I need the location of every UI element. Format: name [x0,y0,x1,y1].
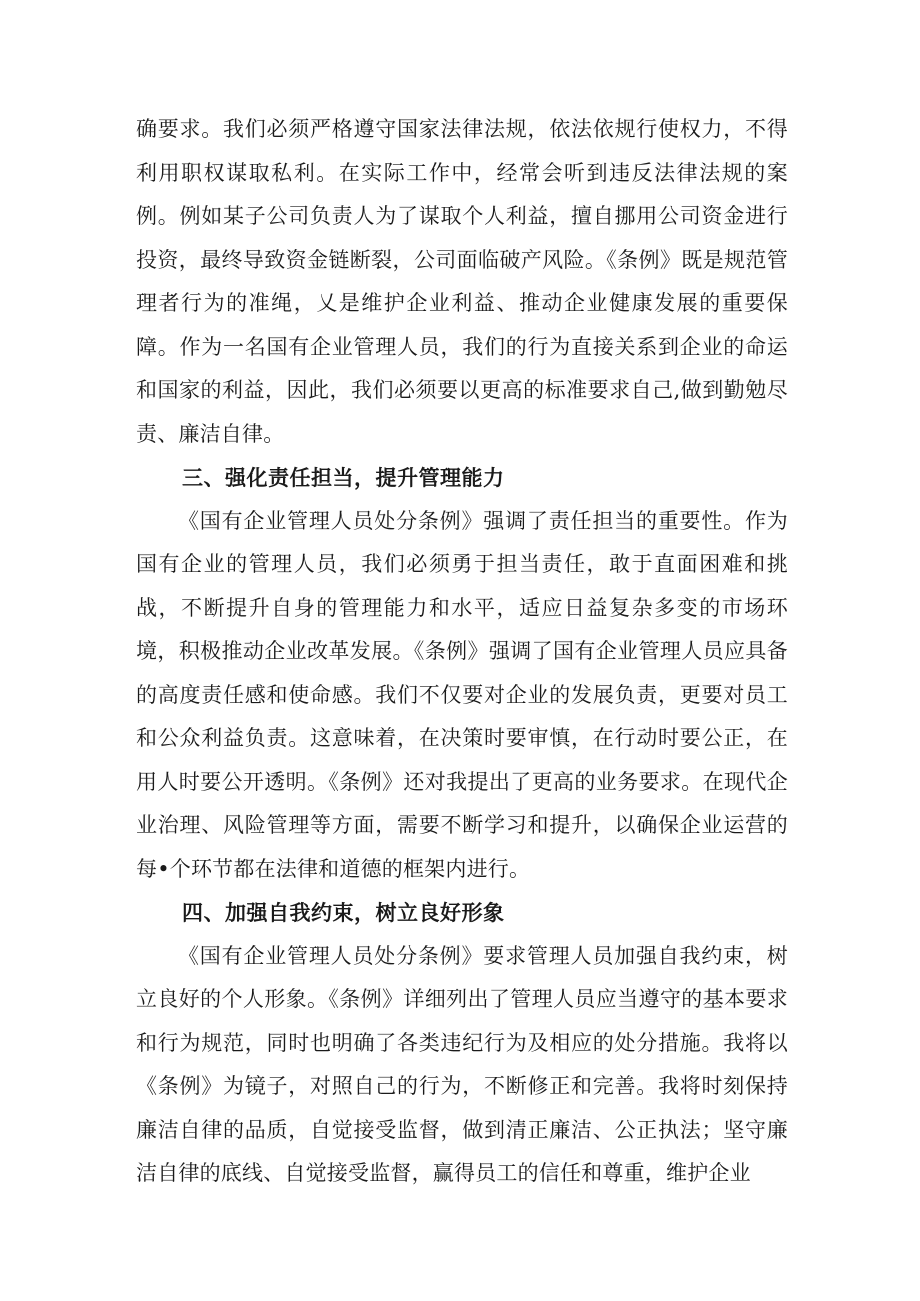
document-body [136,108,788,1196]
body-paragraph-3: 《国有企业管理人员处分条例》要求管理人员加强自我约束，树立良好的个人形象。《条例》详细列出了管理人员应当遵守的基本要求和行为规范，同时也明确了各类违纪行为及相应的处分措施。我将以《条例》为镜子，对照自己的行为，不断修正和完善。我将时刻保持廉洁自律的品质，自觉接受监督，做到清正廉洁、公正执法；坚守廉洁自律的底线、自觉接受监督，赢得员工的信任和尊重，维护企业 [136,943,788,1185]
body-paragraph-2: 《国有企业管理人员处分条例》强调了责任担当的重要性。作为国有企业的管理人员，我们必须勇于担当责任，敢于直面困难和挑战，不断提升自身的管理能力和水平，适应日益复杂多变的市场环境，积极推动企业改革发展。《条例》强调了国有企业管理人员应具备的高度责任感和使命感。我们不仅要对企业的发展负责，更要对员工和公众利益负责。这意味着，在决策时要审慎，在行动时要公正，在用人时要公开透明。《条例》还对我提出了更高的业务要求。在现代企业治理、风险管理等方面，需要不断学习和提升，以确保企业运营的每•个环节都在法律和道德的框架内进行。 [136,508,788,881]
body-paragraph-1: 确要求。我们必须严格遵守国家法律法规，依法依规行使权力，不得利用职权谋取私利。在实际工作中，经常会听到违反法律法规的案例。例如某子公司负责人为了谋取个人利益，擅自挪用公司资金进行投资，最终导致资金链断裂，公司面临破产风险。《条例》既是规范管理者行为的准绳，乂是维护企业利益、推动企业健康发展的重要保障。作为一名国有企业管理人员，我们的行为直接关系到企业的命运和国家的利益，因此，我们必须要以更高的标准要求自己,做到勤勉尽责、廉洁自律。 [136,117,788,446]
section-heading-3: 三、强化责任担当，提升管理能力 [182,465,505,490]
section-heading-4: 四、加强自我约束，树立良好形象 [182,900,505,925]
